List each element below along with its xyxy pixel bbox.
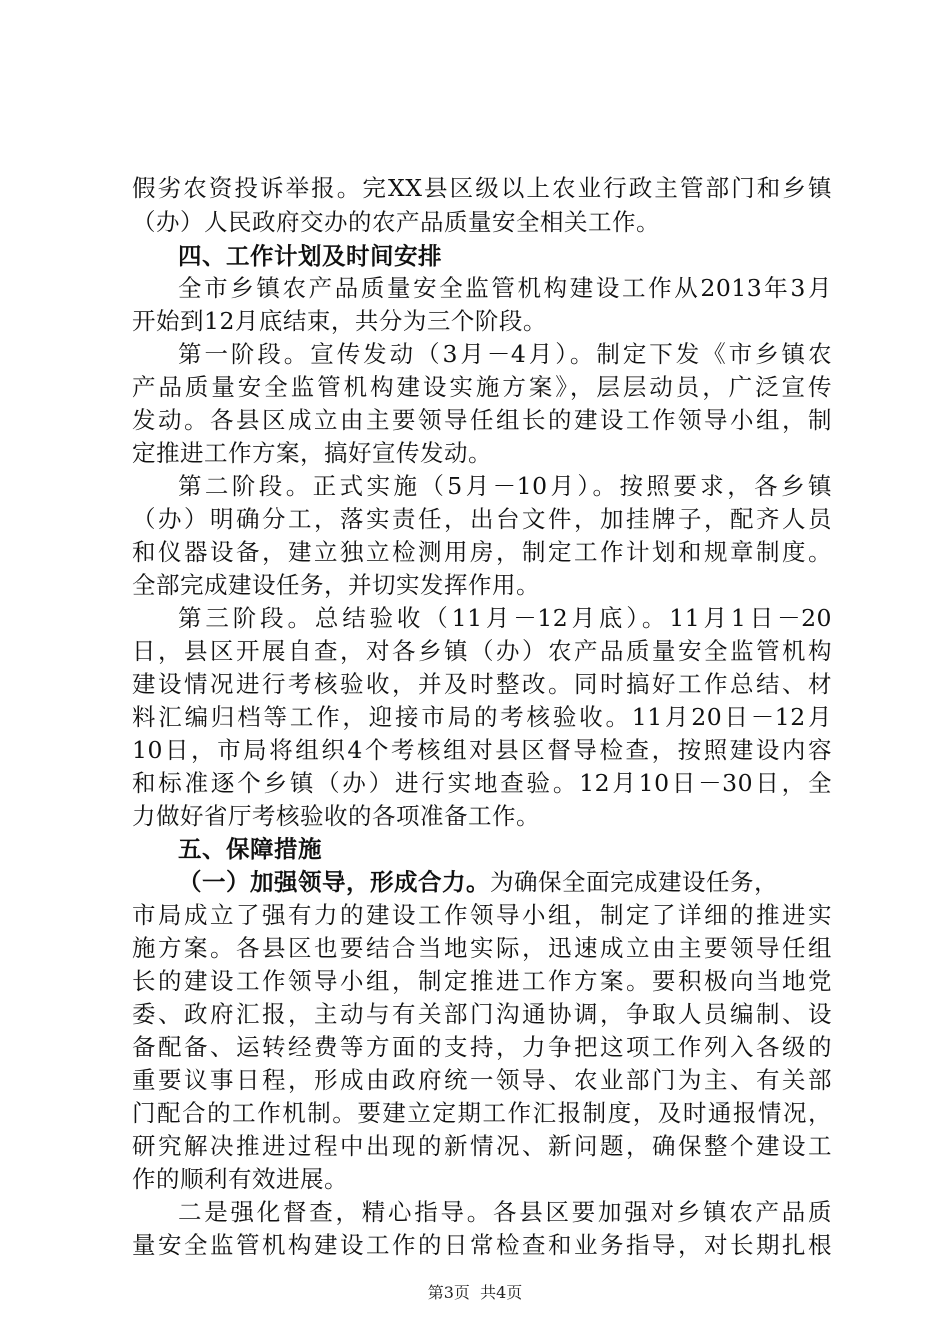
text-line: 开始到12月底结束，共分为三个阶段。 — [132, 307, 547, 335]
text-line: （办）人民政府交办的农产品质量安全相关工作。 — [132, 208, 660, 236]
text-line: 建设情况进行考核验收，并及时整改。同时搞好工作总结、材 — [132, 670, 832, 698]
text-line: 产品质量安全监管机构建设实施方案》，层层动员，广泛宣传 — [132, 373, 832, 401]
text-line: 施方案。各县区也要结合当地实际，迅速成立由主要领导任组 — [132, 934, 832, 962]
text-line: 和仪器设备，建立独立检测用房，制定工作计划和规章制度。 — [132, 538, 832, 566]
page-number: 第3页 共4页 — [427, 1283, 523, 1302]
text-line: 委、政府汇报，主动与有关部门沟通协调，争取人员编制、设 — [132, 1000, 832, 1028]
text-line: 市局成立了强有力的建设工作领导小组，制定了详细的推进实 — [132, 901, 832, 929]
text-fragment: 为确保全面完成建设任务， — [490, 868, 778, 896]
page-footer — [0, 1282, 950, 1304]
text-line: 备配备、运转经费等方面的支持，力争把这项工作列入各级的 — [132, 1033, 832, 1061]
text-line: 料汇编归档等工作，迎接市局的考核验收。11月20日－12月 — [132, 703, 832, 731]
text-line: 研究解决推进过程中出现的新情况、新问题，确保整个建设工 — [132, 1132, 832, 1160]
text-line: 力做好省厅考核验收的各项准备工作。 — [132, 802, 540, 830]
text-line: 定推进工作方案，搞好宣传发动。 — [132, 439, 492, 467]
text-line: 门配合的工作机制。要建立定期工作汇报制度，及时通报情况， — [132, 1099, 832, 1127]
text-line: （办）明确分工，落实责任，出台文件，加挂牌子，配齐人员 — [132, 505, 832, 533]
text-line: 10日，市局将组织4个考核组对县区督导检查，按照建设内容 — [132, 736, 832, 764]
text-line: 和标准逐个乡镇（办）进行实地查验。12月10日－30日，全 — [132, 769, 832, 797]
text-line: 作的顺利有效进展。 — [132, 1165, 348, 1193]
text-line: 长的建设工作领导小组，制定推进工作方案。要积极向当地党 — [132, 967, 832, 995]
text-line: 第一阶段。宣传发动（3月－4月）。制定下发《市乡镇农 — [178, 340, 832, 368]
text-line: 假劣农资投诉举报。完XX县区级以上农业行政主管部门和乡镇 — [132, 174, 832, 202]
section-heading: 四、工作计划及时间安排 — [178, 242, 442, 270]
text-line: 第三阶段。总结验收（11月－12月底）。11月1日－20 — [178, 604, 832, 632]
subsection-heading: （一）加强领导，形成合力。 — [178, 868, 490, 896]
text-line: 全部完成建设任务，并切实发挥作用。 — [132, 571, 540, 599]
text-line — [178, 865, 832, 899]
text-line: 量安全监管机构建设工作的日常检查和业务指导，对长期扎根 — [132, 1231, 832, 1259]
text-line: 发动。各县区成立由主要领导任组长的建设工作领导小组，制 — [132, 406, 832, 434]
text-line: 二是强化督查，精心指导。各县区要加强对乡镇农产品质 — [178, 1198, 832, 1226]
text-line: 日，县区开展自查，对各乡镇（办）农产品质量安全监管机构 — [132, 637, 832, 665]
text-line: 全市乡镇农产品质量安全监管机构建设工作从2013年3月 — [178, 274, 832, 302]
section-heading: 五、保障措施 — [178, 835, 322, 863]
text-line: 重要议事日程，形成由政府统一领导、农业部门为主、有关部 — [132, 1066, 832, 1094]
text-line: 第二阶段。正式实施（5月－10月）。按照要求，各乡镇 — [178, 472, 832, 500]
